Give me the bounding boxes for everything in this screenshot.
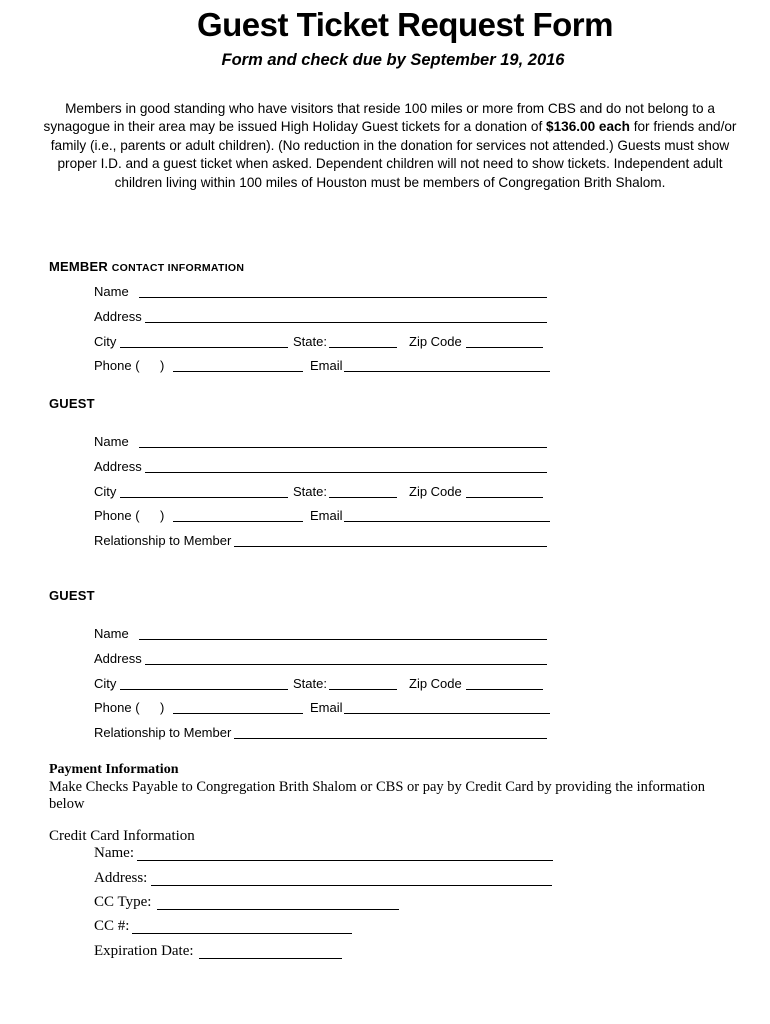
member-phone-label: Phone ( [94, 358, 140, 373]
guest2-relationship-label: Relationship to Member [94, 725, 232, 740]
payment-instructions: Make Checks Payable to Congregation Brith Shalom or CBS or pay by Credit Card by providing the information below [49, 779, 706, 812]
cc-number-field[interactable] [132, 933, 352, 934]
page-title: Guest Ticket Request Form [196, 6, 613, 43]
guest1-name-field[interactable] [139, 447, 547, 448]
guest2-name-label: Name [94, 626, 129, 641]
guest2-address-field[interactable] [145, 664, 547, 665]
guest1-zip-field[interactable] [466, 497, 543, 498]
member-email-field[interactable] [344, 371, 550, 372]
guest1-name-label: Name [94, 434, 129, 449]
guest2-name-field[interactable] [139, 639, 547, 640]
guest1-state-field[interactable] [329, 497, 397, 498]
member-phone-field[interactable] [173, 371, 303, 372]
donation-amount: $136.00 each [546, 119, 630, 135]
cc-type-label: CC Type: [94, 894, 152, 910]
member-section-heading [49, 259, 244, 274]
member-address-label: Address [94, 309, 142, 324]
cc-name-field[interactable] [137, 860, 553, 861]
guest1-relationship-label: Relationship to Member [94, 533, 232, 548]
member-email-label: Email [310, 358, 343, 373]
guest2-city-label: City [94, 676, 117, 691]
guest2-address-label: Address [94, 651, 142, 666]
guest1-city-field[interactable] [120, 497, 288, 498]
guest2-phone-label: Phone ( [94, 700, 140, 715]
guest1-heading: GUEST [49, 396, 95, 411]
guest2-city-field[interactable] [120, 689, 288, 690]
cc-address-label: Address: [94, 870, 148, 886]
guest1-city-label: City [94, 484, 117, 499]
guest1-phone-field[interactable] [173, 521, 303, 522]
member-heading-main: MEMBER [49, 259, 108, 274]
guest2-zip-field[interactable] [466, 689, 543, 690]
member-city-field[interactable] [120, 347, 288, 348]
member-address-field[interactable] [145, 322, 547, 323]
cc-expiration-field[interactable] [199, 958, 342, 959]
member-heading-sub: CONTACT INFORMATION [111, 262, 245, 274]
guest1-state-label: State: [293, 484, 327, 499]
guest2-email-field[interactable] [344, 713, 550, 714]
member-name-label: Name [94, 284, 129, 299]
cc-type-field[interactable] [157, 909, 399, 910]
payment-heading: Payment Information [49, 762, 179, 777]
member-zip-label: Zip Code [409, 334, 462, 349]
guest2-state-label: State: [293, 676, 327, 691]
guest2-state-field[interactable] [329, 689, 397, 690]
guest2-zip-label: Zip Code [409, 676, 462, 691]
intro-text-after: for friends and/or family (i.e., parents or adult children). (No reduction in the donation for services not attended.) Guests must show proper I.D. and a guest ticket when asked. Dependent children will not need to show tickets. Independent adult children living within 100 miles of Houston must be members of Congregation Brith Shalom. [50, 119, 737, 190]
cc-address-field[interactable] [151, 885, 552, 886]
cc-number-label: CC #: [94, 918, 130, 934]
guest1-phone-paren: ) [160, 508, 165, 523]
member-state-label: State: [293, 334, 327, 349]
guest1-address-label: Address [94, 459, 142, 474]
member-zip-field[interactable] [466, 347, 543, 348]
guest1-zip-label: Zip Code [409, 484, 462, 499]
guest2-phone-field[interactable] [173, 713, 303, 714]
due-date-subtitle: Form and check due by September 19, 2016 [221, 51, 565, 69]
intro-text-before: Members in good standing who have visitors that reside 100 miles or more from CBS and do not belong to a synagogue in their area may be issued High Holiday Guest tickets for a donation of [43, 101, 715, 135]
member-state-field[interactable] [329, 347, 397, 348]
cc-name-label: Name: [94, 845, 134, 861]
intro-paragraph [40, 100, 740, 192]
guest1-email-field[interactable] [344, 521, 550, 522]
guest1-address-field[interactable] [145, 472, 547, 473]
guest1-relationship-field[interactable] [234, 546, 547, 547]
member-name-field[interactable] [139, 297, 547, 298]
guest2-heading: GUEST [49, 588, 95, 603]
guest1-phone-label: Phone ( [94, 508, 140, 523]
guest2-phone-paren: ) [160, 700, 165, 715]
cc-expiration-label: Expiration Date: [94, 943, 194, 959]
guest2-email-label: Email [310, 700, 343, 715]
cc-heading: Credit Card Information [49, 828, 195, 844]
member-phone-paren: ) [160, 358, 165, 373]
guest1-email-label: Email [310, 508, 343, 523]
guest2-relationship-field[interactable] [234, 738, 547, 739]
member-city-label: City [94, 334, 117, 349]
